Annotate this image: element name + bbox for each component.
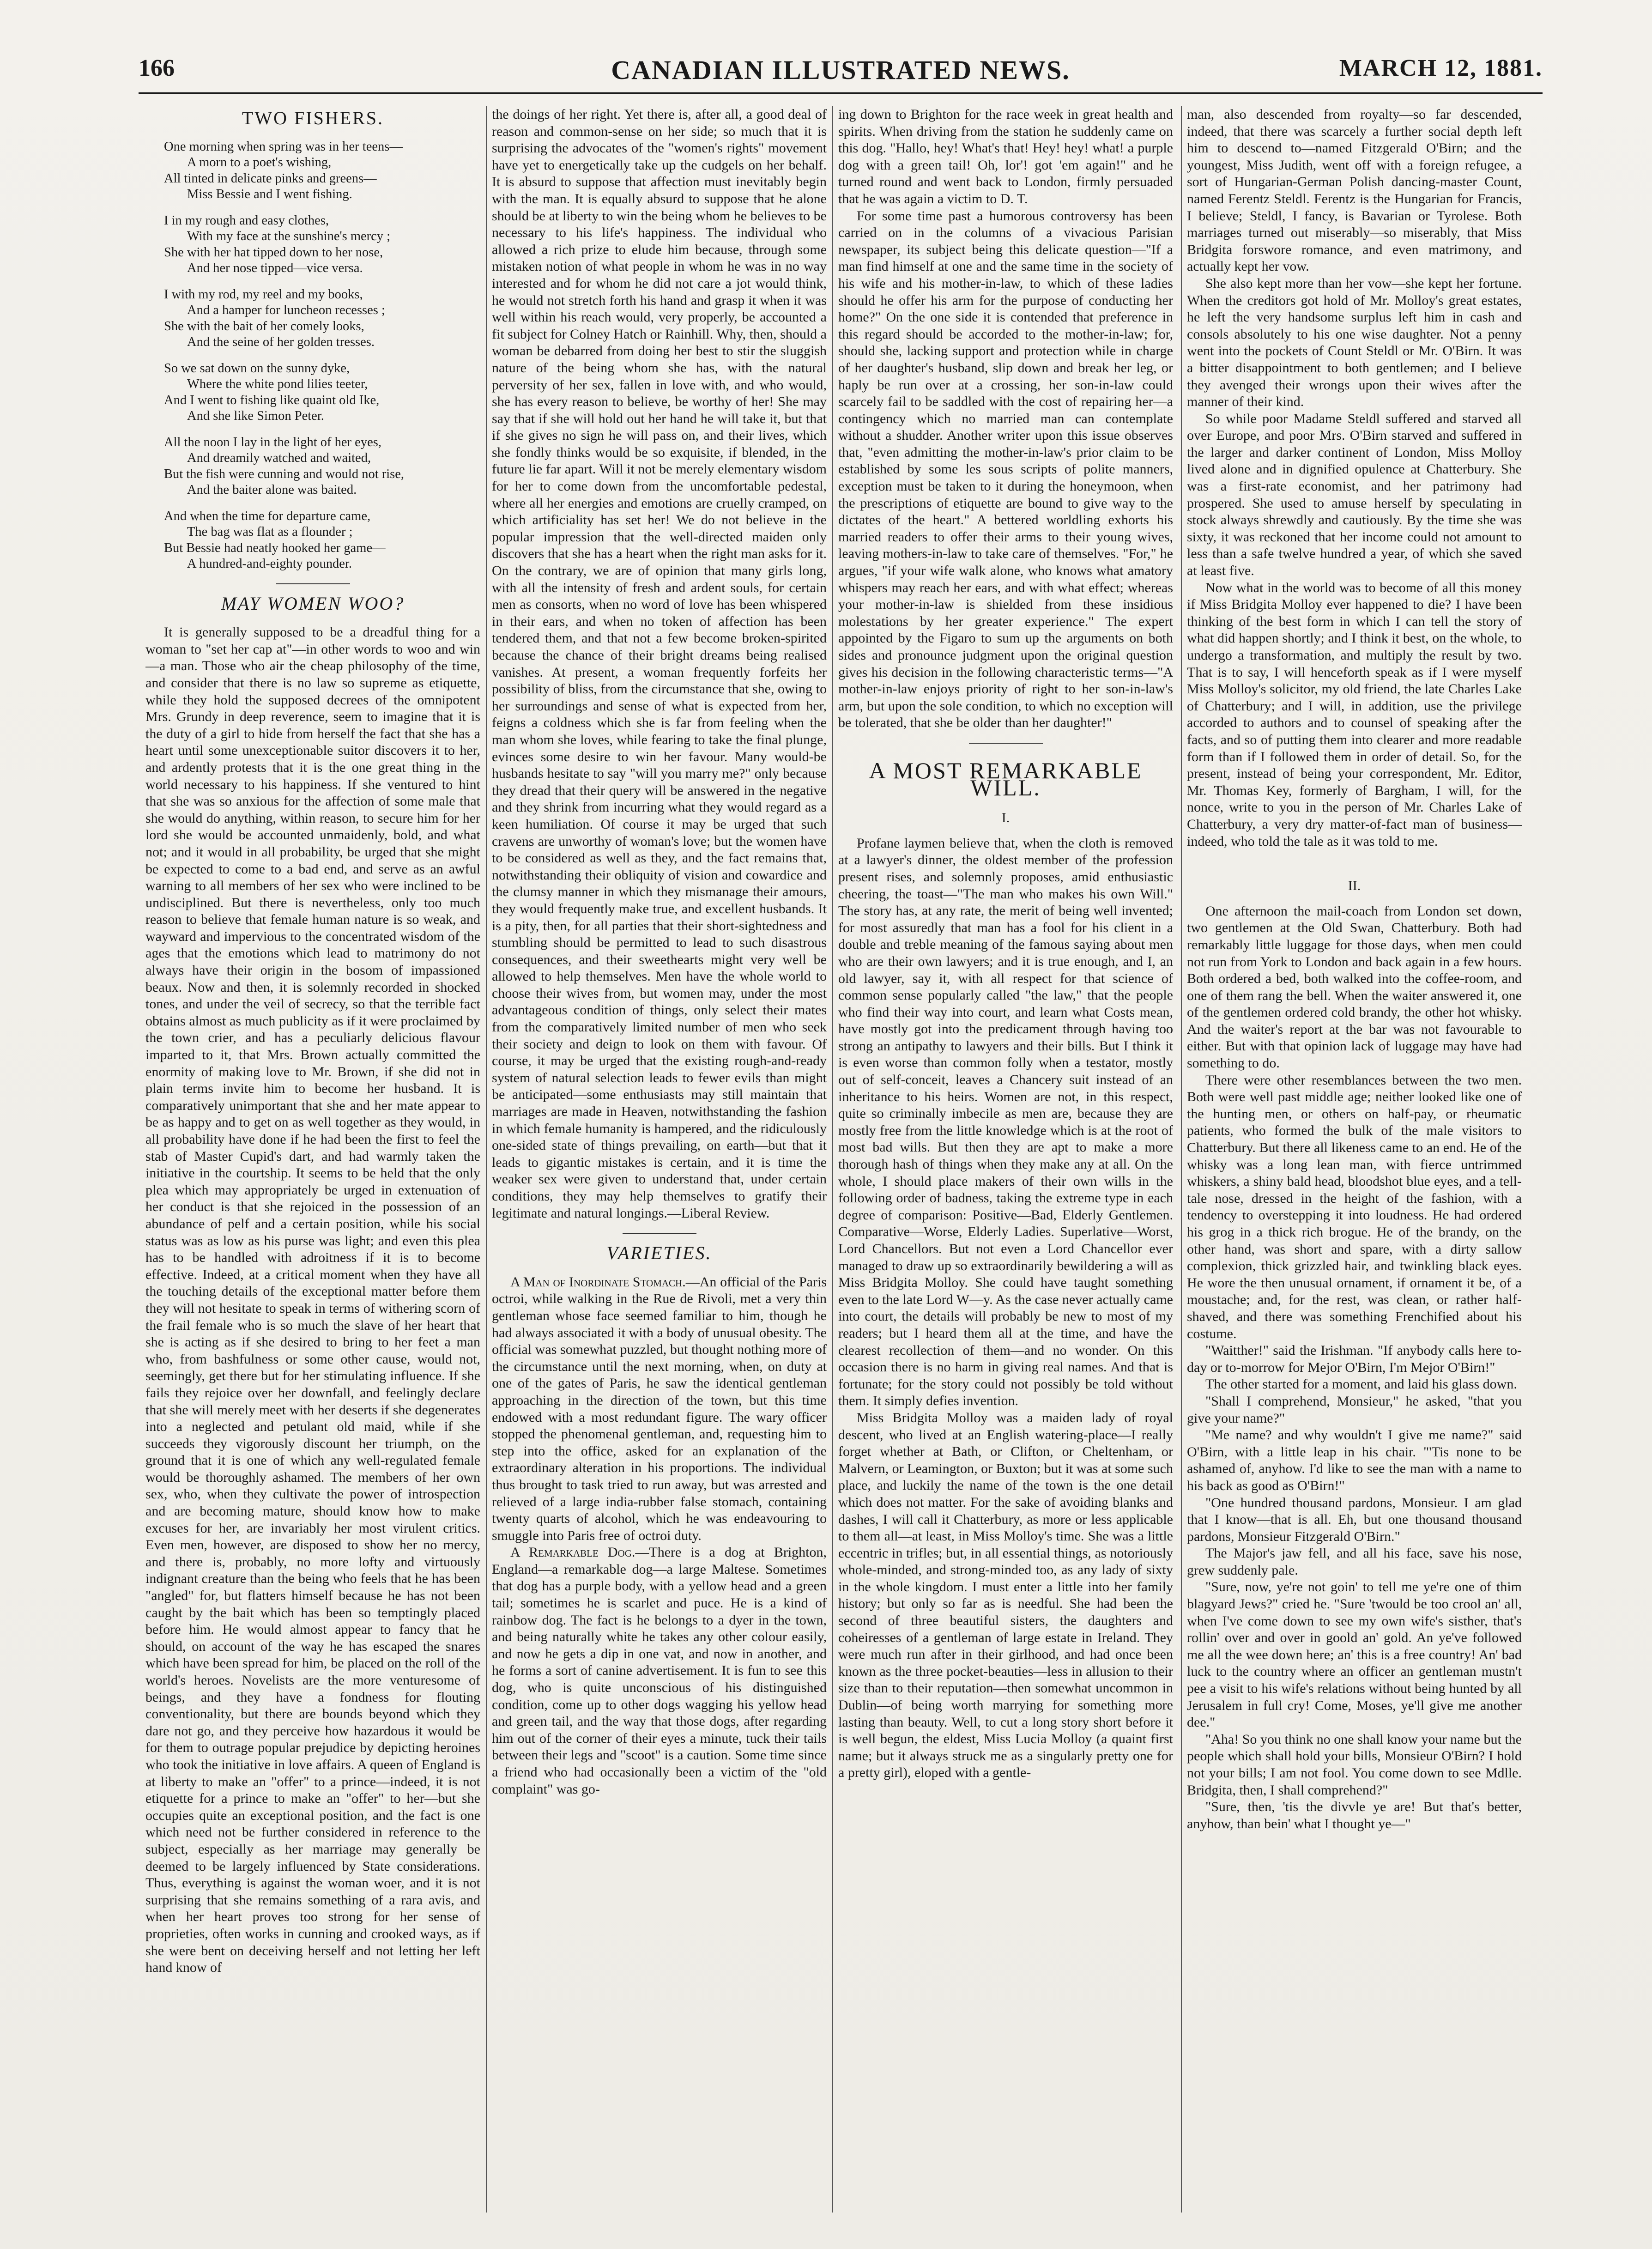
section-rule bbox=[969, 743, 1043, 744]
poem-title: TWO FISHERS. bbox=[242, 108, 384, 128]
poem-stanza bbox=[164, 435, 480, 498]
story-paragraph: "Shall I comprehend, Monsieur," he asked, "that you give your name?" bbox=[1187, 1393, 1522, 1426]
poem-line: So we sat down on the sunny dyke, bbox=[164, 361, 350, 376]
poem-line: And the seine of her golden tresses. bbox=[187, 335, 375, 350]
poem bbox=[145, 139, 480, 572]
poem-line: And when the time for departure came, bbox=[164, 509, 371, 523]
poem-line: But the fish were cunning and would not rise, bbox=[164, 467, 405, 481]
column-divider bbox=[1181, 106, 1182, 2213]
poem-line: The bag was flat as a flounder ; bbox=[187, 525, 353, 540]
story-paragraph: man, also descended from royalty—so far descended, indeed, that there was scarcely a further social depth left him to descend to—named Fitzgerald O'Birn; and the youngest, Miss Judith, went off with a foreign refugee, a sort of Hungarian-German Polish dancing-master Count, named Ferentz Steldl. Ferentz is the Hungarian for Francis, I believe; Steldl, I fancy, is Bavarian or Tyrolese. Both marriages turned out miserably—so miserably, that Miss Bridgita forswore romance, and even matrimony, and actually kept her vow. bbox=[1187, 107, 1522, 274]
poem-stanza bbox=[164, 213, 480, 277]
poem-line: She with the bait of her comely looks, bbox=[164, 319, 364, 333]
poem-line: But Bessie had neatly hooked her game— bbox=[164, 540, 386, 555]
poem-line: And the baiter alone was baited. bbox=[187, 483, 357, 497]
story-paragraph: "Sure, now, ye're not goin' to tell me ye're one of thim blagyard Jews?" cried he. "Sure 'twould be too crool an' all, when I've come down to see my own wife's sisther, that's rollin' over and over in goold an' gold. An ye've followed me all the wee down here; an' this is a free country! An' bad luck to the country where an officer an gentleman mustn't pee a visit to his wife's relations without being hunted by all Jerusalem in full cry! Come, Moses, ye'll give me another dee." bbox=[1187, 1579, 1522, 1730]
story-paragraph: "Aha! So you think no one shall know your name but the people which shall hold your bills, Monsieur O'Birn? I hold not your bills; I am not fool. You come down to see Mdlle. Bridgita, then, I shall comprehend?" bbox=[1187, 1731, 1522, 1798]
story-paragraph: Profane laymen believe that, when the cloth is removed at a lawyer's dinner, the oldest member of the profession present rises, and solemnly proposes, amid enthusiastic cheering, the toast—"The man who makes his own Will." The story has, at any rate, the merit of being well invented; for most assuredly that man has a fool for his client in a double and treble meaning of the famous saying about men who are their own lawyers; and it is true enough, and I, an old lawyer, say it, with all respect for that science of common sense popularly called "the law," that the people who find their way into court, and learn what Costs mean, have mostly got into the predicament through having too strong an antipathy to lawyers and their bills. But I think it is even worse than common folly when a testator, mostly out of self-conceit, leaves a Chancery suit instead of an inheritance to his heirs. Women are not, in this respect, quite so criminally imbecile as men are, because they are mostly free from the little knowledge which is at the root of most bad wills. But then they are apt to make a more thorough hash of things when they make any at all. On the whole, I should place makers of their own wills in the following order of badness, taking the extreme type in each degree of comparison: Positive—Bad, Elderly Gentlemen. Comparative—Worse, Elderly Ladies. Superlative—Worst, Lord Chancellors. But not even a Lord Chancellor ever managed to draw up so extraordinarily bewildering a will as Miss Bridgita Molloy. She could have taught something even to the late Lord W—y. As the case never actually came into court, the details will probably be new to most of my readers; but I heard them all at the time, and have the clearest recollection of them—and no wonder. On this occasion there is no harm in giving real names. And that is fortunate; for the story could not possibly be told without them. It simply defies invention. bbox=[838, 835, 1173, 1409]
poem-line: With my face at the sunshine's mercy ; bbox=[187, 229, 391, 244]
story-paragraph: The Major's jaw fell, and all his face, save his nose, grew suddenly pale. bbox=[1187, 1546, 1522, 1578]
poem-line: I in my rough and easy clothes, bbox=[164, 213, 329, 228]
paper-name: CANADIAN ILLUSTRATED NEWS. bbox=[611, 55, 1070, 85]
page-number: 166 bbox=[139, 55, 175, 81]
section-number: I. bbox=[1001, 810, 1010, 826]
section-number: II. bbox=[1348, 878, 1361, 894]
story-paragraph: Now what in the world was to become of all this money if Miss Bridgita Molloy ever happened to die? I have been thinking of the best form in which I can tell the story of what did happen shortly; and I think it best, on the whole, to undergo a transformation, and multiply the result by two. That is to say, I will henceforth speak as if I were myself Miss Molloy's solicitor, my old friend, the late Charles Lake of Chatterbury; and I will, in addition, use the privilege accorded to authors and to counsel of speaking after the facts, and so of putting them into clearer and more readable form than if I followed them in order of detail. So, for the present, instead of being your correspondent, Mr. Editor, Mr. Thomas Key, formerly of Bargham, I will, for the nonce, write to you in the person of Mr. Charles Lake of Chatterbury, a very dry matter-of-fact man of business—indeed, who told the tale as it was told to me. bbox=[1187, 580, 1522, 849]
story-paragraph: "Sure, then, 'tis the divvle ye are! But that's better, anyhow, than bein' what I thought ye—" bbox=[1187, 1799, 1522, 1831]
story-paragraph: There were other resemblances between the two men. Both were well past middle age; neither looked like one of the hunting men, or others on half-pay, or rheumatic patients, who formed the bulk of the male visitors to Chatterbury. But there all likeness came to an end. He of the whisky was a long lean man, with fierce untrimmed whiskers, a shiny bald head, bloodshot blue eyes, and a tell-tale nose, dressed in the height of the fashion, with a tendency to overstepping it into loudness. He had ordered his grog in a thick rich brogue. He of the brandy, on the other hand, was short and spare, with a dirty sallow complexion, thick grizzled hair, and twinkling black eyes. He wore the then unusual ornament, if ornament it be, of a moustache; and, for the rest, was clean, or rather half-shaved, and there was something Frenchified about his costume. bbox=[1187, 1072, 1522, 1341]
variety-text: —An official of the Paris octroi, while walking in the Rue de Rivoli, met a very thin gentleman whose face seemed familiar to him, though he had always associated it with a body of unusual obesity. The official was somewhat puzzled, but thought nothing more of the circumstance until the next morning, when, on duty at one of the gates of Paris, he saw the identical gentleman approaching in the direction of the town, but this time endowed with a most redundant figure. The wary officer stopped the phenomenal gentleman, and, requesting him to step into the office, asked for an explanation of the extraordinary alteration in his proportions. The individual thus brought to task tried to run away, but was arrested and relieved of a large india-rubber false stomach, containing twenty quarts of alcohol, which he was endeavouring to smuggle into Paris free of octroi duty. bbox=[492, 1274, 827, 1543]
poem-line: All tinted in delicate pinks and greens— bbox=[164, 171, 377, 186]
poem-line: Miss Bessie and I went fishing. bbox=[187, 187, 352, 202]
story-paragraph: "Waitther!" said the Irishman. "If anybody calls here to-day or to-morrow for Mejor O'Birn, I'm Mejor O'Birn!" bbox=[1187, 1343, 1522, 1375]
poem-line: And a hamper for luncheon recesses ; bbox=[187, 303, 385, 318]
poem-line: All the noon I lay in the light of her eyes, bbox=[164, 435, 381, 449]
story-paragraph: Miss Bridgita Molloy was a maiden lady of royal descent, who lived at an English watering-place—I really forget whether at Bath, or Clifton, or Cheltenham, or Malvern, or Leamington, or Buxton; but it was at some such place, and luckily the name of the town is the one detail which does not matter. For the sake of avoiding blanks and dashes, I will call it Chatterbury, as more or less applicable to them all—at least, in Miss Molloy's time. She was a little eccentric in trifles; but, in all essential things, as notoriously whole-minded, and strong-minded too, as any lady of sixty in the whole kingdom. I must enter a little into her family history; but only so far as is needful. She had been the second of three beautiful sisters, the daughters and coheiresses of a gentleman of large estate in Ireland. They were much run after in their girlhood, and had once been known as the three pocket-beauties—less in allusion to their size than to their reputation—then somewhat uncommon in Dublin—of being worth marrying for something more lasting than beauty. Well, to cut a long story short before it is well begun, the eldest, Miss Lucia Molloy (a quaint first name; but it always struck me as a singularly pretty one for a pretty girl), eloped with a gentle- bbox=[838, 1410, 1173, 1781]
poem-stanza bbox=[164, 139, 480, 203]
article-paragraph: the doings of her right. Yet there is, after all, a good deal of reason and common-sense on her side; so much that it is surprising the advocates of the "women's rights" movement have yet to energetically take up the cudgels on her behalf. It is absurd to suppose that affection must inevitably begin with the man. It is equally absurd to suppose that he alone should be at liberty to win the being whom he believes to be necessary to his life's happiness. The individual who allowed a rich prize to elude him because, through some mistaken notion of what people in whom he was in no way interested and for whom he did not care a jot would think, he would not stretch forth his hand and grasp it when it was well within his reach would, very properly, be accounted a fit subject for Colney Hatch or Rainhill. Why, then, should a woman be debarred from doing her best to stir the sluggish nature of the being whom she has, with the natural perversity of her sex, fallen in love with, and who would, she has every reason to believe, be worthy of her! She may say that if she will hold out her hand he will take it, but that if she gives no sign he will pass on, and their lives, which she fondly thinks would be so exquisite, if blended, in the future lie far apart. Will it not be merely elementary wisdom for her to come down from the uncomfortable pedestal, where all her energies and emotions are cruelly cramped, on which artificiality has set her! We do not believe in the popular impression that the well-directed maiden only discovers that she has a heart when the right man asks for it. On the contrary, we are of opinion that many girls long, with all the intensity of fresh and ardent souls, for certain men as consorts, when no word of love has been whispered in their ears, and when no token of affection has been tendered them, and that not a few become broken-spirited because the chance of their bright dreams being realised vanishes. At present, a woman frequently forfeits her possibility of bliss, from the circumstance that she, owing to her surroundings and sense of what is expected from her, feigns a coldness which she is far from feeling when the man whom she loves, while fearing to take the final plunge, evinces some desire to win her favour. Many would-be husbands hesitate to say "will you marry me?" only because they dread that their query will be answered in the negative and they shrink from incurring what they would regard as a keen humiliation. Of course it may be urged that such cravens are unworthy of woman's love; but the women have to be considered as well as they, and the fact remains that, notwithstanding their obliquity of vision and cowardice and the clumsy manner in which they mismanage their amours, they would frequently make true, and excellent husbands. It is a pity, then, for all parties that their short-sightedness and stumbling should be permitted to lead to such disastrous consequences, and their sweethearts might very well be allowed to help themselves. Men have the whole world to choose their wives from, but women may, under the most advantageous condition of things, only select their mates from the comparatively limited number of men who seek their society and deign to look on them with favour. Of course, it may be urged that the existing rough-and-ready system of natural selection leads to fewer evils than might be anticipated—some enthusiasts may still maintain that marriages are made in Heaven, notwithstanding the fashion in which female humanity is hampered, and the ridiculously one-sided state of things prevailing, on earth—but that it leads to gigantic mistakes is certain, and it is time the weaker sex were given to understand that, under certain conditions, they may help themselves to gratify their legitimate and natural longings.—Liberal Review. bbox=[492, 107, 827, 1221]
poem-line: A morn to a poet's wishing, bbox=[187, 155, 332, 170]
column-2 bbox=[492, 106, 827, 2213]
poem-stanza bbox=[164, 287, 480, 351]
variety-runin: A Remarkable Dog. bbox=[510, 1545, 635, 1560]
poem-line: She with her hat tipped down to her nose, bbox=[164, 245, 383, 260]
column-3 bbox=[838, 106, 1173, 2213]
variety-text: —There is a dog at Brighton, England—a remarkable dog—a large Maltese. Sometimes that dog has a purple body, with a yellow head and a green tail; sometimes he is scarlet and puce. He is a kind of rainbow dog. The fact is he belongs to a dyer in the town, and being naturally white he takes any other colour easily, and now he gets a dip in one vat, and now in another, and he forms a sort of canine advertisement. It is fun to see this dog, who is quite unconscious of his distinguished condition, come up to other dogs wagging his yellow head and green tail, and the way that those dogs, after regarding him out of the corner of their eyes a minute, tuck their tails between their legs and "scoot" is a caution. Some time since a friend who had occasionally been a victim of the "old complaint" was go- bbox=[492, 1545, 827, 1797]
masthead bbox=[139, 55, 1543, 87]
poem-line: And she like Simon Peter. bbox=[187, 409, 324, 424]
poem-line: Where the white pond lilies teeter, bbox=[187, 377, 368, 392]
poem-line: A hundred-and-eighty pounder. bbox=[187, 557, 352, 571]
story-title: A MOST REMARKABLE WILL. bbox=[869, 757, 1143, 800]
poem-stanza bbox=[164, 509, 480, 572]
poem-line: I with my rod, my reel and my books, bbox=[164, 287, 363, 302]
column-1 bbox=[145, 106, 480, 2213]
story-paragraph: So while poor Madame Steldl suffered and starved all over Europe, and poor Mrs. O'Birn starved and suffered in the larger and darker continent of London, Miss Molloy lived alone and in dignified opulence at Chatterbury. She was a first-rate economist, and her patrimony had prospered. She used to amuse herself by speculating in stock always shrewdly and cautiously. By the time she was sixty, it was reckoned that her income could not amount to less than a safe twelve hundred a year, of which she saved at least five. bbox=[1187, 411, 1522, 579]
section-rule bbox=[276, 583, 350, 584]
article-title: MAY WOMEN WOO? bbox=[221, 593, 405, 614]
poem-line: And dreamily watched and waited, bbox=[187, 451, 371, 466]
section-rule bbox=[623, 1233, 696, 1234]
variety-item bbox=[492, 1274, 827, 1545]
variety-item bbox=[492, 1544, 827, 1798]
article-paragraph: For some time past a humorous controversy has been carried on in the columns of a vivacious Parisian newspaper, its subject being this delicate question—"If a man find himself at one and the same time in the society of his wife and his mother-in-law, to which of these ladies should he offer his arm for the purpose of conducting her home?" On the one side it is contended that preference in this regard should be accorded to the mother-in-law; for, should she, lacking support and protection while in charge of her daughter's husband, slip down and break her leg, or haply be run over at a crossing, her son-in-law could scarcely fail to be saddled with the cost of repairing her—a contingency which no married man can contemplate without a shudder. Another writer upon this issue observes that, "even admitting the mother-in-law's prior claim to be established by some les sous scripts of polite manners, exception must be taken to it during the honeymoon, when the prescriptions of etiquette are bound to give way to the dictates of the heart." A bettered worldling exhorts his married readers to offer their arms to their young wives, leaving mothers-in-law to take care of themselves. "For," he argues, "if your wife walk alone, who knows what amatory whispers may reach her ears, and with what effect; whereas your mother-in-law is shielded from these insidious molestations by her greater experience." The expert appointed by the Figaro to sum up the arguments on both sides and pronounce judgment upon the original question gives his decision in the following characteristic terms—"A mother-in-law enjoys priority of right to her son-in-law's arm, but upon the sole condition, to which no exception will be tolerated, that she be older than her daughter!" bbox=[838, 208, 1173, 731]
variety-runin: A Man of Inordinate Stomach. bbox=[510, 1274, 686, 1290]
story-paragraph: One afternoon the mail-coach from London set down, two gentlemen at the Old Swan, Chatterbury. Both had remarkably little luggage for those days, when men could not run from York to London and back again in a few hours. Both ordered a bed, both walked into the coffee-room, and one of them rang the bell. When the waiter answered it, one of the gentlemen ordered cold brandy, the other hot whisky. And the waiter's report at the bar was not favourable to either. But with that opinion lack of luggage may have had something to do. bbox=[1187, 903, 1522, 1071]
story-paragraph: "One hundred thousand pardons, Monsieur. I am glad that I know—that is all. Eh, but one thousand thousand pardons, Monsieur Fitzgerald O'Birn." bbox=[1187, 1495, 1522, 1544]
poem-line: And I went to fishing like quaint old Ike, bbox=[164, 393, 380, 407]
issue-date: MARCH 12, 1881. bbox=[1339, 55, 1543, 81]
story-paragraph: "Me name? and why wouldn't I give me name?" said O'Birn, with a little leap in his chair. "'Tis none to be ashamed of, anyhow. I'd like to see the man with a name to his back as good as O'Birn!" bbox=[1187, 1427, 1522, 1493]
poem-line: And her nose tipped—vice versa. bbox=[187, 261, 363, 276]
article-paragraph: ing down to Brighton for the race week in great health and spirits. When driving from the station he suddenly came on this dog. "Hallo, hey! What's that! Hey! hey! what! a purple dog with a green tail! Oh, lor'! got 'em again!" and he turned round and went back to London, firmly persuaded that he was again a victim to D. T. bbox=[838, 107, 1173, 206]
poem-line: One morning when spring was in her teens— bbox=[164, 139, 403, 154]
varieties-title: VARIETIES. bbox=[606, 1243, 712, 1264]
masthead-rule bbox=[139, 92, 1543, 94]
story-paragraph: The other started for a moment, and laid his glass down. bbox=[1205, 1376, 1517, 1392]
column-divider bbox=[832, 106, 833, 2213]
story-paragraph: She also kept more than her vow—she kept her fortune. When the creditors got hold of Mr. Molloy's great estates, he left the very handsome surplus left him in cash and consols absolutely to his one wise daughter. Not a penny went into the pockets of Count Steldl or Mr. O'Birn. It was a bitter disappointment to both gentlemen; and I believe they avenged their wrongs upon their wives after the manner of their kind. bbox=[1187, 275, 1522, 410]
article-paragraph: It is generally supposed to be a dreadful thing for a woman to "set her cap at"—in other words to woo and win—a man. Those who air the cheap philosophy of the time, and consider that there is no law so supreme as etiquette, while they hold the supposed decrees of the omnipotent Mrs. Grundy in deep reverence, seem to imagine that it is the duty of a girl to hide from herself the fact that she has a heart until some unexceptionable suitor discovers it to her, and ardently protests that it is the one great thing in the world necessary to his happiness. If she ventured to hint that she was so anxious for the affection of some male that she would do anything, within reason, to secure him for her lord she would be accounted unmaidenly, bold, and what not; and it would in all probability, be urged that she might be expected to come to a bad end, and serve as an awful warning to all members of her sex who were inclined to be undisciplined. But there is nevertheless, only too much reason to believe that female human nature is so weak, and wayward and impervious to the concentrated wisdom of the ages that the emotions which lead to matrimony do not always have their origin in the bosom of impassioned beaux. Now and then, it is solemnly recorded in shocked tones, and under the veil of secrecy, so that the terrible fact obtains almost as much publicity as if it were proclaimed by the town crier, and has a peculiarly delicious flavour imparted to it, that Mrs. Brown actually committed the enormity of making love to Mr. Brown, if she did not in plain terms invite him to become her husband. It is comparatively unimportant that she and her mate appear to be as happy and to get on as well together as they would, in all probability have done if he had been the first to feel the stab of Master Cupid's dart, and had warmly taken the initiative in the courtship. It seems to be held that the only plea which may appropriately be urged in extenuation of her conduct is that she rejoiced in the possession of an abundance of pelf and a certain position, while his social status was as low as his purse was light; and even this plea has to be handled with adroitness if it is to become effective. Indeed, at a critical moment when they have all the touching details of the exceptional matter before them they will not hesitate to speak in terms of withering scorn of the frail female who is so much the slave of her heart that she is acting as if she desired to bring to her feet a man who, from bashfulness or some other cause, would not, seemingly, get there but for her stimulating influence. If she fails they rejoice over her downfall, and feelingly declare that she will merely meet with her deserts if she degenerates into a neglected and petulant old maid, while if she succeeds they vigorously discount her triumph, on the ground that it is one of which any well-regulated female would be thoroughly ashamed. The members of her own sex, who, when they cultivate the power of introspection and are becoming mature, should know how to make excuses for her, are invariably her most virulent critics. Even men, however, are disposed to show her no mercy, and there is, probably, no more lofty and virtuously indignant creature than the being who feels that he has been "angled" for, but flatters himself because he has not been caught by the bait which has been so temptingly placed before him. He would almost appear to fancy that he should, on account of the way he has escaped the snares which have been spread for him, be placed on the roll of the world's heroes. Novelists are the more venturesome of beings, and they have a fondness for flouting conventionality, but there are bounds beyond which they dare not go, and they perceive how hazardous it would be for them to outrage popular prejudice by depicting heroines who took the initiative in love affairs. A queen of England is at liberty to make an "offer" to a prince—indeed, it is not etiquette for a prince to make an "offer" to her—but she occupies quite an exceptional position, and the fact is one which need not be further considered in reference to the subject, especially as her marriage may generally be deemed to be largely influenced by State considerations. Thus, everything is against the woman woer, and it is not surprising that she remains something of a rara avis, and when her heart proves too strong for her sense of proprieties, often works in cunning and crooked ways, as if she were bent on deceiving herself and not letting her left hand know of bbox=[145, 624, 480, 1976]
poem-stanza bbox=[164, 361, 480, 424]
column-4 bbox=[1187, 106, 1522, 2213]
column-divider bbox=[486, 106, 487, 2213]
